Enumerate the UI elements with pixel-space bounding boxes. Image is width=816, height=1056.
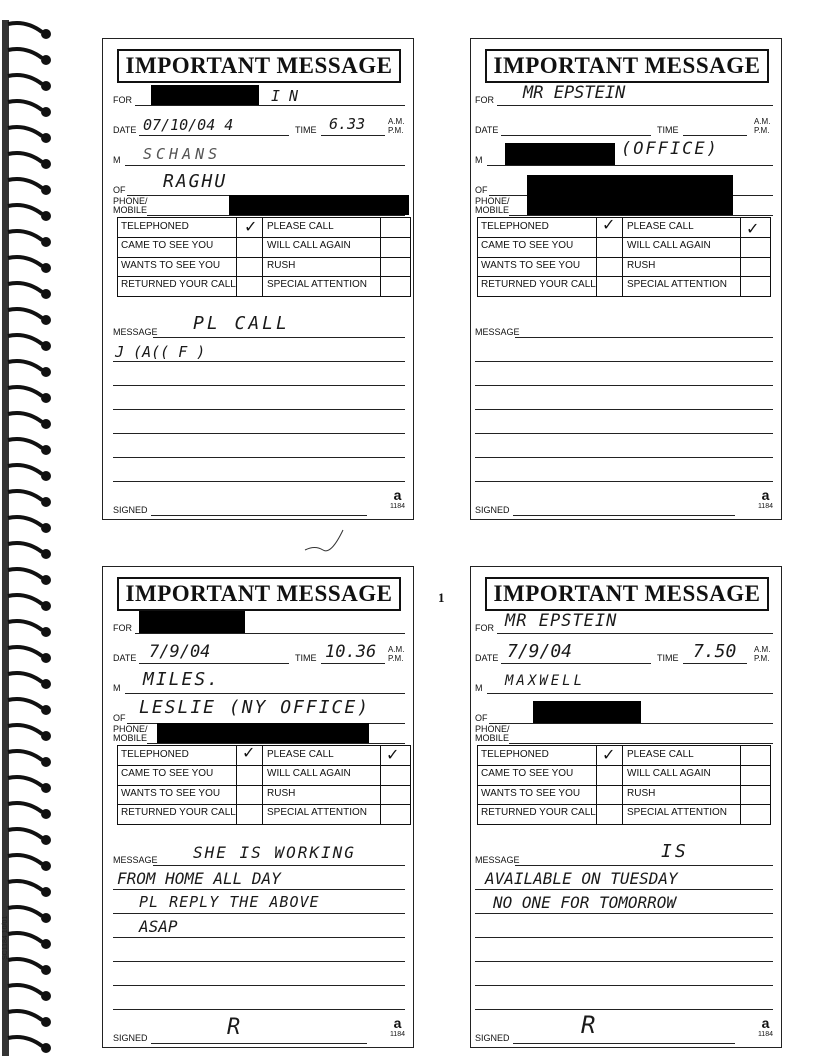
checkbox-table <box>477 745 771 825</box>
will-call-again-label: WILL CALL AGAIN <box>627 240 711 251</box>
m-value: (OFFICE) <box>621 139 719 159</box>
phone-label: PHONE/ MOBILE <box>113 196 148 215</box>
date-value: 7/9/04 <box>149 642 211 662</box>
time-label: TIME <box>295 125 317 135</box>
message-label: MESSAGE <box>113 327 158 337</box>
message-slip-4 <box>470 566 782 1048</box>
date-label: DATE <box>113 125 137 135</box>
message-line: NO ONE FOR TOMORROW <box>493 893 677 912</box>
telephoned-checkmark: ✓ <box>602 747 616 764</box>
came-to-see-label: CAME TO SEE YOU <box>481 768 574 779</box>
of-label: OF <box>475 713 488 723</box>
signed-label: SIGNED <box>113 505 148 515</box>
for-label: FOR <box>475 95 494 105</box>
for-label: FOR <box>475 623 494 633</box>
message-slip-2 <box>470 38 782 520</box>
message-slip-1 <box>102 38 414 520</box>
form-logo: a 1184 <box>389 487 405 510</box>
checkbox-table <box>117 745 411 825</box>
of-value: RAGHU <box>163 171 228 192</box>
signed-label: SIGNED <box>113 1033 148 1043</box>
checkbox-table <box>477 217 771 297</box>
special-attention-label: SPECIAL ATTENTION <box>267 279 368 290</box>
special-attention-label: SPECIAL ATTENTION <box>267 807 368 818</box>
signature: R <box>227 1015 241 1040</box>
stray-pen-mark <box>300 520 350 560</box>
for-value: I N <box>271 87 299 105</box>
signature: R <box>581 1011 596 1039</box>
signed-label: SIGNED <box>475 505 510 515</box>
message-line: AVAILABLE ON TUESDAY <box>485 869 678 888</box>
date-value: 7/9/04 <box>507 641 573 662</box>
wants-to-see-label: WANTS TO SEE YOU <box>481 260 581 271</box>
returned-call-label: RETURNED YOUR CALL <box>481 807 596 818</box>
returned-call-label: RETURNED YOUR CALL <box>121 279 236 290</box>
of-label: OF <box>113 185 126 195</box>
date-label: DATE <box>113 653 137 663</box>
time-value: 7.50 <box>693 641 737 662</box>
m-value: SCHANS <box>143 145 222 163</box>
of-label: OF <box>475 185 488 195</box>
please-call-label: PLEASE CALL <box>267 221 334 232</box>
form-logo: a 1184 <box>389 1015 405 1038</box>
rush-label: RUSH <box>627 788 656 799</box>
will-call-again-label: WILL CALL AGAIN <box>627 768 711 779</box>
for-value: MR EPSTEIN <box>505 611 618 631</box>
m-label: M <box>475 683 483 693</box>
please-call-label: PLEASE CALL <box>627 221 694 232</box>
wants-to-see-label: WANTS TO SEE YOU <box>121 260 221 271</box>
m-label: M <box>113 683 121 693</box>
special-attention-label: SPECIAL ATTENTION <box>627 279 728 290</box>
for-label: FOR <box>113 95 132 105</box>
slip-title: IMPORTANT MESSAGE <box>485 577 769 611</box>
telephoned-label: TELEPHONED <box>121 221 189 232</box>
message-line: PL REPLY THE ABOVE <box>139 893 320 911</box>
telephoned-label: TELEPHONED <box>481 221 549 232</box>
redaction-block <box>527 175 733 197</box>
form-code-label <box>2 946 9 960</box>
message-slip-3 <box>102 566 414 1048</box>
date-label: DATE <box>475 653 499 663</box>
m-value: MAXWELL <box>505 673 586 689</box>
spiral-binding <box>0 20 60 1056</box>
slip-title: IMPORTANT MESSAGE <box>117 49 401 83</box>
will-call-again-label: WILL CALL AGAIN <box>267 768 351 779</box>
phone-label: PHONE/ MOBILE <box>113 724 148 743</box>
telephoned-checkmark: ✓ <box>242 745 256 762</box>
message-line: ASAP <box>139 917 178 936</box>
m-label: M <box>113 155 121 165</box>
please-call-label: PLEASE CALL <box>267 749 334 760</box>
date-value: 07/10/04 4 <box>143 116 234 134</box>
came-to-see-label: CAME TO SEE YOU <box>121 768 214 779</box>
rush-label: RUSH <box>267 260 296 271</box>
time-label: TIME <box>295 653 317 663</box>
message-label: MESSAGE <box>113 855 158 865</box>
am-pm-label: A.M. P.M. <box>754 645 771 663</box>
redaction-block <box>533 701 641 723</box>
slip-title: IMPORTANT MESSAGE <box>485 49 769 83</box>
m-value: MILES. <box>143 669 221 690</box>
special-attention-label: SPECIAL ATTENTION <box>627 807 728 818</box>
am-pm-label: A.M. P.M. <box>388 645 405 663</box>
returned-call-label: RETURNED YOUR CALL <box>481 279 596 290</box>
message-label: MESSAGE <box>475 327 520 337</box>
redaction-block <box>527 195 733 215</box>
telephoned-label: TELEPHONED <box>121 749 189 760</box>
of-label: OF <box>113 713 126 723</box>
will-call-again-label: WILL CALL AGAIN <box>267 240 351 251</box>
wants-to-see-label: WANTS TO SEE YOU <box>121 788 221 799</box>
of-value: LESLIE (NY OFFICE) <box>139 697 371 718</box>
am-pm-label: A.M. P.M. <box>754 117 771 135</box>
please-call-checkmark: ✓ <box>746 221 760 238</box>
message-line: FROM HOME ALL DAY <box>117 869 281 888</box>
page-number: 1 <box>438 590 445 605</box>
checkbox-table <box>117 217 411 297</box>
rush-label: RUSH <box>267 788 296 799</box>
phone-label: PHONE/ MOBILE <box>475 724 510 743</box>
message-line: J (A(( F ) <box>115 343 206 361</box>
redaction-block <box>139 611 245 633</box>
message-line: IS <box>661 841 689 862</box>
telephoned-checkmark: ✓ <box>602 217 616 234</box>
am-pm-label: A.M. P.M. <box>388 117 405 135</box>
message-line: SHE IS WORKING <box>193 843 356 862</box>
telephoned-label: TELEPHONED <box>481 749 549 760</box>
redaction-block <box>505 143 615 165</box>
message-label: MESSAGE <box>475 855 520 865</box>
slip-title: IMPORTANT MESSAGE <box>117 577 401 611</box>
for-value: MR EPSTEIN <box>523 83 626 103</box>
phone-label: PHONE/ MOBILE <box>475 196 510 215</box>
redaction-block <box>151 85 259 105</box>
returned-call-label: RETURNED YOUR CALL <box>121 807 236 818</box>
time-value: 10.36 <box>325 642 377 662</box>
redaction-block <box>229 195 409 215</box>
redaction-block <box>157 723 369 743</box>
telephoned-checkmark: ✓ <box>244 219 258 236</box>
came-to-see-label: CAME TO SEE YOU <box>481 240 574 251</box>
message-line: PL CALL <box>193 313 290 334</box>
wants-to-see-label: WANTS TO SEE YOU <box>481 788 581 799</box>
date-label: DATE <box>475 125 499 135</box>
form-logo: a 1184 <box>757 1015 773 1038</box>
for-label: FOR <box>113 623 132 633</box>
time-value: 6.33 <box>329 115 366 133</box>
came-to-see-label: CAME TO SEE YOU <box>121 240 214 251</box>
please-call-label: PLEASE CALL <box>627 749 694 760</box>
form-logo: a 1184 <box>757 487 773 510</box>
please-call-checkmark: ✓ <box>386 747 400 764</box>
time-label: TIME <box>657 653 679 663</box>
m-label: M <box>475 155 483 165</box>
signed-label: SIGNED <box>475 1033 510 1043</box>
rush-label: RUSH <box>627 260 656 271</box>
time-label: TIME <box>657 125 679 135</box>
